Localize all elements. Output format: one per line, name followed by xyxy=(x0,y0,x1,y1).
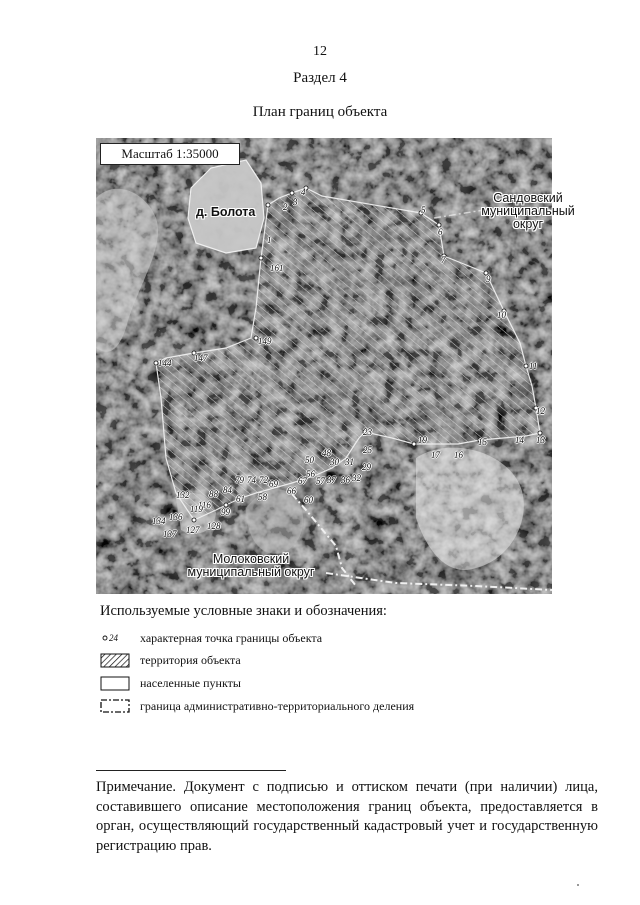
scan-dot xyxy=(577,884,579,886)
boundary-point-label: 14 xyxy=(515,435,524,445)
boundary-point-label: 137 xyxy=(163,529,177,539)
boundary-point-label: 66 xyxy=(287,486,296,496)
boundary-point-label: 2 xyxy=(283,202,288,212)
boundary-point-label: 3 xyxy=(293,197,298,207)
boundary-point-label: 79 xyxy=(235,475,244,485)
boundary-point-label: 23 xyxy=(363,427,372,437)
boundary-point-label: 57 xyxy=(316,476,325,486)
boundary-point-label: 50 xyxy=(305,455,314,465)
boundary-point-label: 88 xyxy=(209,489,218,499)
boundary-point-label: 36 xyxy=(341,475,350,485)
footnote-note: Примечание. Документ с подписью и оттиском печати (при наличии) лица, составившего описание местоположения границ объекта, предоставляется в орган, осуществляющий государственный кадастровый учет и государственную регистрацию прав. xyxy=(96,779,598,854)
legend-label-admin-boundary: граница административно-территориального деления xyxy=(140,698,415,713)
neighbor-south-line2: муниципальный округ xyxy=(187,565,315,579)
boundary-point-label: 69 xyxy=(269,479,278,489)
boundary-point-label: 1 xyxy=(267,235,272,245)
boundary-point-label: 6 xyxy=(438,227,443,237)
boundary-point-label: 48 xyxy=(322,448,331,458)
boundary-point-label: 144 xyxy=(158,358,172,368)
boundary-point-label: 60 xyxy=(304,495,313,505)
boundary-point-label: 17 xyxy=(431,450,440,460)
boundary-point-label: 61 xyxy=(236,494,245,504)
boundary-point-label: 30 xyxy=(330,457,339,467)
hatched-area-icon xyxy=(100,652,132,668)
legend-item-settlement xyxy=(100,675,241,691)
section-title: Раздел 4 xyxy=(293,70,347,86)
boundary-point-label: 147 xyxy=(194,353,208,363)
boundary-point-label: 67 xyxy=(298,476,307,486)
boundary-point-label: 10 xyxy=(497,310,506,320)
boundary-point-label: 12 xyxy=(536,406,545,416)
boundary-point-label: 116 xyxy=(198,500,211,510)
boundary-point-label: 29 xyxy=(362,462,371,472)
boundary-point-label: 9 xyxy=(486,274,491,284)
boundary-point-label: 25 xyxy=(363,445,372,455)
legend-title: Используемые условные знаки и обозначения: xyxy=(100,603,387,619)
boundary-point-label: 11 xyxy=(529,361,538,371)
legend-item-territory xyxy=(100,652,241,668)
boundary-point-label: 99 xyxy=(221,507,230,517)
legend-label-point: характерная точка границы объекта xyxy=(140,630,323,645)
legend-point-sample: 24 xyxy=(109,633,118,643)
boundary-point-label: 4 xyxy=(301,187,306,197)
page-number: 12 xyxy=(313,44,327,59)
neighbor-east-line1: Сандовский xyxy=(493,191,563,205)
boundary-point-label: 15 xyxy=(478,437,487,447)
legend-label-settlement: населенные пункты xyxy=(140,675,241,690)
boundary-point-label: 127 xyxy=(186,525,200,535)
boundary-point-label: 7 xyxy=(441,255,446,265)
boundary-point-label: 31 xyxy=(345,457,354,467)
boundary-point-label: 37 xyxy=(327,475,336,485)
neighbor-east-label xyxy=(468,192,588,231)
boundary-point-label: 149 xyxy=(258,336,272,346)
boundary-point-label: 58 xyxy=(258,492,267,502)
legend-label-territory: территория объекта xyxy=(140,652,241,667)
boundary-point-icon xyxy=(100,630,132,646)
footnote-rule xyxy=(96,770,286,771)
neighbor-south-label xyxy=(176,553,326,579)
legend-item-point xyxy=(100,630,322,646)
boundary-point-label: 56 xyxy=(306,469,315,479)
map-scale: Масштаб 1:35000 xyxy=(100,143,240,165)
boundary-point-label: 16 xyxy=(454,450,463,460)
boundary-point-label: 74 xyxy=(247,475,256,485)
settlement-label: д. Болота xyxy=(196,205,256,219)
boundary-point-label: 119 xyxy=(190,504,203,514)
neighbor-east-line2: муниципальный округ xyxy=(481,204,575,231)
boundary-point-label: 19 xyxy=(418,435,427,445)
neighbor-south-line1: Молоковский xyxy=(212,552,290,566)
boundary-point-label: 132 xyxy=(176,490,190,500)
legend-item-admin-boundary xyxy=(100,698,414,714)
settlement-icon xyxy=(100,675,132,691)
admin-boundary-icon xyxy=(100,698,132,714)
boundary-point-label: 161 xyxy=(270,263,284,273)
boundary-point-label: 134 xyxy=(152,516,166,526)
plan-title: План границ объекта xyxy=(252,104,388,120)
boundary-point-label: 5 xyxy=(421,205,426,215)
boundary-point-label: 72 xyxy=(259,475,268,485)
boundary-point-label: 84 xyxy=(223,485,232,495)
boundary-point-label: 13 xyxy=(536,435,545,445)
boundary-point-label: 136 xyxy=(169,512,183,522)
boundary-point-label: 32 xyxy=(352,473,361,483)
boundary-point-label: 128 xyxy=(207,521,221,531)
